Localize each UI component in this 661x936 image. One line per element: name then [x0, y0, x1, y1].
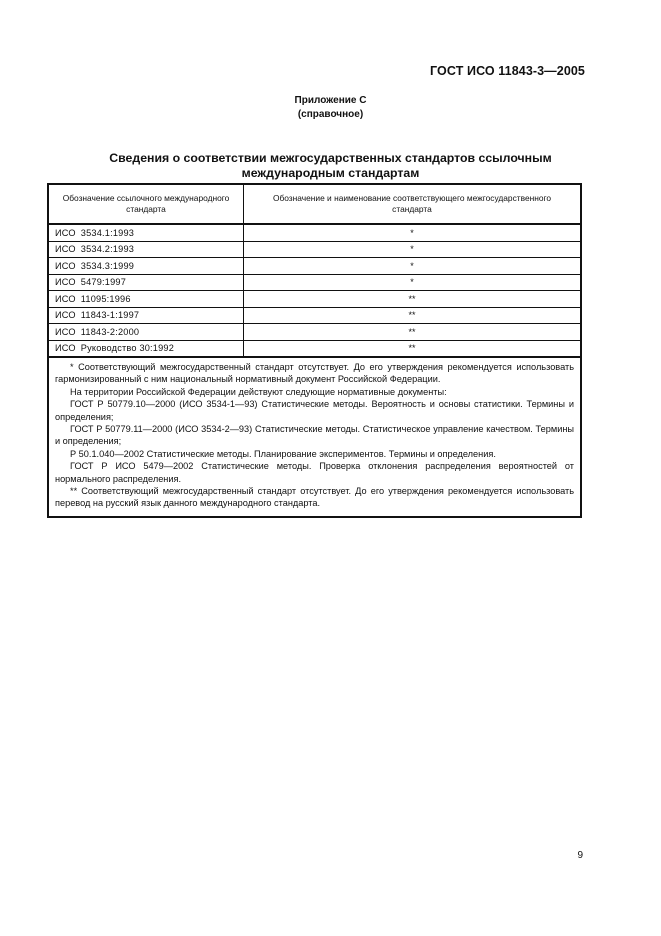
note-single-asterisk: * Соответствующий межгосударственный стандарт отсутствует. До его утверждения рекомендуется использовать гармонизированный с ним национальный нормативный документ Российской Федерации.: [55, 362, 574, 385]
page-number: 9: [577, 850, 583, 861]
standard-number: 11843-1:1997: [80, 310, 140, 321]
table-row: [48, 224, 581, 241]
correspondence-mark: *: [244, 224, 582, 241]
note-double-asterisk: ** Соответствующий межгосударственный стандарт отсутствует. До его утверждения рекомендуется использовать перевод на русский язык данного международного стандарта.: [55, 486, 574, 509]
standard-number: 3534.2:1993: [80, 244, 135, 255]
standard-number: 3534.3:1999: [80, 260, 135, 271]
standard-number: 5479:1997: [80, 277, 127, 288]
standard-designation-cell: [48, 324, 244, 341]
table-row: [48, 324, 581, 341]
table-row: [48, 291, 581, 308]
note-gost-50779-10: ГОСТ Р 50779.10—2000 (ИСО 3534-1—93) Статистические методы. Вероятность и основы статистики. Термины и определения;: [55, 399, 574, 422]
table-row: [48, 340, 581, 357]
standard-number: Руководство 30:1992: [80, 343, 175, 354]
standard-designation-cell: [48, 241, 244, 258]
table-notes: [48, 357, 581, 517]
note-gost-iso-5479: ГОСТ Р ИСО 5479—2002 Статистические методы. Проверка отклонения распределения вероятностей от нормального распределения.: [55, 461, 574, 484]
standard-designation-cell: [48, 291, 244, 308]
correspondence-mark: *: [244, 274, 582, 291]
correspondence-mark: **: [244, 324, 582, 341]
table-title: [48, 151, 613, 181]
standard-prefix: ИСО: [55, 277, 76, 288]
table-row: [48, 258, 581, 275]
standard-prefix: ИСО: [55, 343, 76, 354]
standard-number: 11095:1996: [80, 293, 131, 304]
note-r-50-1-040: Р 50.1.040—2002 Статистические методы. Планирование экспериментов. Термины и определения.: [70, 448, 496, 459]
appendix-subtitle: (справочное): [297, 109, 364, 120]
note-gost-50779-11: ГОСТ Р 50779.11—2000 (ИСО 3534-2—93) Статистические методы. Статистическое управление качеством. Термины и определения;: [55, 424, 574, 447]
standard-designation-cell: [48, 340, 244, 357]
table-title-line-2: международным стандартам: [241, 166, 420, 180]
appendix-title: Приложение С: [294, 95, 367, 106]
note-russian-documents-intro: На территории Российской Федерации действуют следующие нормативные документы:: [70, 386, 447, 397]
reference-standards-table: [47, 183, 582, 518]
header-interstate-standard: Обозначение и наименование соответствующего межгосударственного стандарта: [244, 184, 582, 224]
correspondence-mark: **: [244, 291, 582, 308]
standard-prefix: ИСО: [55, 293, 76, 304]
table-row: [48, 274, 581, 291]
standard-prefix: ИСО: [55, 244, 76, 255]
table-title-line-1: Сведения о соответствии межгосударственных стандартов ссылочным: [109, 151, 552, 165]
standard-prefix: ИСО: [55, 310, 76, 321]
correspondence-mark: **: [244, 307, 582, 324]
header-international-standard: Обозначение ссылочного международного стандарта: [48, 184, 244, 224]
document-code: ГОСТ ИСО 11843-3—2005: [430, 64, 585, 78]
notes-row: [48, 357, 581, 517]
correspondence-mark: *: [244, 241, 582, 258]
standard-prefix: ИСО: [55, 227, 76, 238]
correspondence-mark: *: [244, 258, 582, 275]
standard-designation-cell: [48, 274, 244, 291]
standard-designation-cell: [48, 258, 244, 275]
correspondence-mark: **: [244, 340, 582, 357]
standard-designation-cell: [48, 307, 244, 324]
appendix-heading: [0, 94, 661, 122]
table-row: [48, 307, 581, 324]
table-header-row: [48, 184, 581, 224]
standard-number: 11843-2:2000: [80, 326, 140, 337]
standard-prefix: ИСО: [55, 260, 76, 271]
table-row: [48, 241, 581, 258]
standard-number: 3534.1:1993: [80, 227, 135, 238]
standard-prefix: ИСО: [55, 326, 76, 337]
standard-designation-cell: [48, 224, 244, 241]
